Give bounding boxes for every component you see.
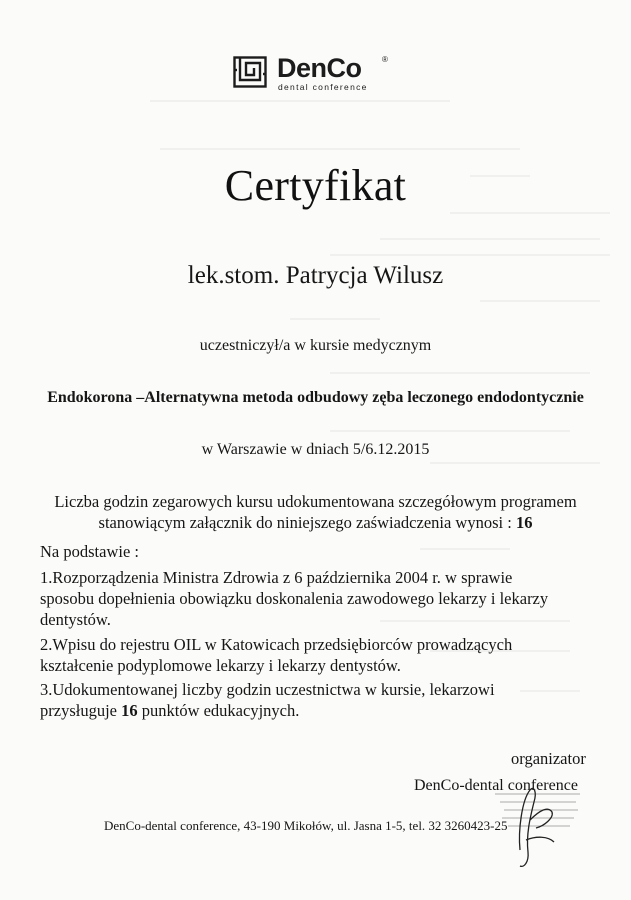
basis-item-2-line-2: kształcenie podyplomowe lekarzy i lekarzy dentystów. bbox=[40, 656, 401, 675]
hours-paragraph bbox=[20, 491, 611, 533]
basis-item-3-line-2 bbox=[40, 700, 495, 721]
organizer-label: organizator bbox=[511, 749, 586, 768]
points-suffix: punktów edukacyjnych. bbox=[141, 701, 300, 720]
basis-item-2-line-1: 2.Wpisu do rejestru OIL w Katowicach przedsiębiorców prowadzących bbox=[40, 635, 513, 654]
hours-line-2-text: stanowiącym załącznik do niniejszego zaświadczenia wynosi : bbox=[98, 513, 512, 532]
hours-line-2 bbox=[20, 512, 611, 533]
points-prefix: przysługuje bbox=[40, 701, 117, 720]
denco-maze-logo-icon bbox=[233, 56, 267, 88]
footer-address: DenCo-dental conference, 43-190 Mikołów, ul. Jasna 1-5, tel. 32 3260423-25 bbox=[104, 818, 508, 833]
participation-text: uczestniczył/a w kursie medycznym bbox=[199, 337, 432, 354]
hours-line-1: Liczba godzin zegarowych kursu udokumentowana szczegółowym programem bbox=[54, 492, 577, 511]
certificate-title: Certyfikat bbox=[224, 161, 407, 210]
basis-item-3-line-1: 3.Udokumentowanej liczby godzin uczestnictwa w kursie, lekarzowi bbox=[40, 680, 495, 699]
location-date: w Warszawie w dniach 5/6.12.2015 bbox=[201, 441, 430, 458]
basis-item-3 bbox=[40, 679, 495, 721]
logo-tagline: dental conference bbox=[278, 82, 368, 92]
hours-value: 16 bbox=[515, 513, 533, 532]
recipient-name: lek.stom. Patrycja Wilusz bbox=[187, 262, 444, 289]
denco-logo bbox=[233, 54, 398, 92]
organizer-name: DenCo-dental conference bbox=[414, 777, 578, 794]
points-value: 16 bbox=[121, 701, 138, 720]
basis-item-1-line-2: sposobu dopełnienia obowiązku doskonalenia zawodowego lekarzy i lekarzy bbox=[40, 589, 549, 608]
basis-item-2 bbox=[40, 634, 512, 676]
basis-heading: Na podstawie : bbox=[40, 542, 139, 561]
registered-mark: ® bbox=[382, 55, 388, 64]
basis-item-1-line-3: dentystów. bbox=[40, 610, 111, 629]
course-title: Endokorona –Alternatywna metoda odbudowy zęba leczonego endodontycznie bbox=[47, 389, 584, 406]
basis-item-1 bbox=[40, 567, 548, 630]
basis-item-1-line-1: 1.Rozporządzenia Ministra Zdrowia z 6 października 2004 r. w sprawie bbox=[40, 568, 513, 587]
logo-brand-name: DenCo bbox=[277, 53, 362, 83]
